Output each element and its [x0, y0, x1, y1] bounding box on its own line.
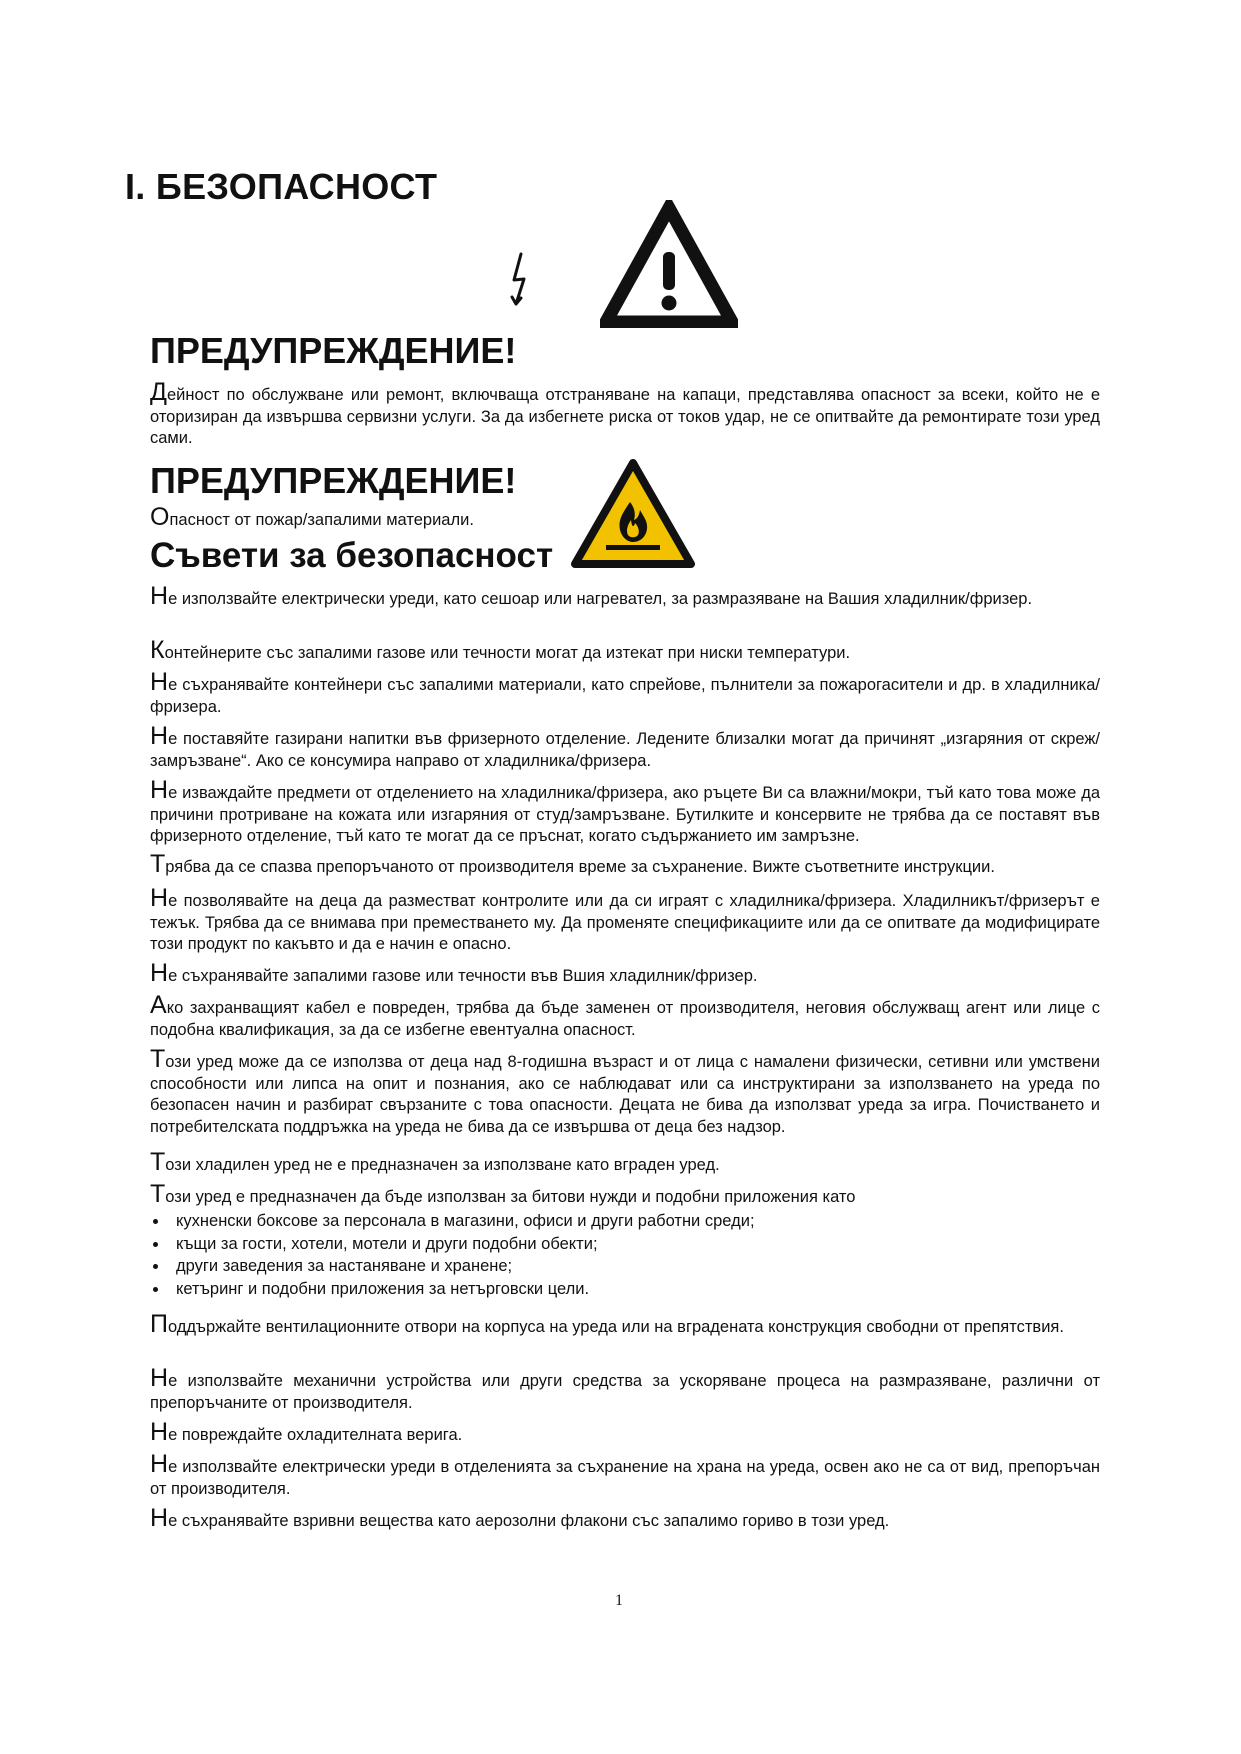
tip-3: Не съхранявайте контейнери със запалими материали, като спрейове, пълнители за пожарогасители и др. в хладилника/фризера. — [150, 668, 1100, 716]
list-item: други заведения за настаняване и хранене; — [150, 1255, 1100, 1278]
list-item: къщи за гости, хотели, мотели и други подобни обекти; — [150, 1233, 1100, 1256]
flammable-warning-icon — [570, 458, 696, 570]
tip-2: Контейнерите със запалими газове или течности могат да изтекат при ниски температури. — [150, 636, 851, 664]
warning-text-2: Опасност от пожар/запалими материали. — [150, 503, 474, 531]
tip-5: Не изваждайте предмети от отделението на хладилника/фризера, ако ръцете Ви са влажни/мокри, тъй като това може да причини протриване на кожата или изгаряния от студ/замръзване. Бутилките и консервите не трябва да се поставят във фризерното отделение, тъй като те могат да се пръснат, когато съдържанието им замръзне. — [150, 776, 1100, 845]
tip-13: Поддържайте вентилационните отвори на корпуса на уреда или на вградената конструкция свободни от препятствия. — [150, 1310, 1064, 1338]
tips-heading: Съвети за безопасност — [150, 536, 554, 575]
tip-6: Трябва да се спазва препоръчаното от производителя време за съхранение. Вижте съответните инструкции. — [150, 850, 995, 878]
page-number: 1 — [615, 1592, 623, 1609]
tip-10: Този уред може да се използва от деца над 8-годишна възраст и от лица с намалени физически, сетивни или умствени способности или липса на опит и познания, ако се наблюдават или са инструктирани за използването на уреда по безопасен начин и разбират свързаните с това опасности. Децата не бива да използват уреда за игра. Почистването и потребителската поддръжка на уреда не бива да се извършва от деца без надзор. — [150, 1045, 1100, 1136]
section-title: I. БЕЗОПАСНОСТ — [125, 166, 438, 207]
tip-11: Този хладилен уред не е предназначен за използване като вграден уред. — [150, 1148, 720, 1176]
tip-4: Не поставяйте газирани напитки във фризерното отделение. Ледените близалки могат да причинят „изгаряния от скреж/замръзване“. Ако се консумира направо от хладилника/фризера. — [150, 722, 1100, 770]
warning-triangle-icon — [600, 200, 738, 328]
tip-9: Ако захранващият кабел е повреден, трябва да бъде заменен от производителя, неговия обслужващ агент или лице с подобна квалификация, за да се избегне евентуална опасност. — [150, 991, 1100, 1039]
lightning-bolt-icon — [505, 252, 535, 312]
tip-16: Не използвайте електрически уреди в отделенията за съхранение на храна на уреда, освен ако не са от вид, препоръчан от производителя. — [150, 1450, 1100, 1498]
tip-15: Не повреждайте охладителната верига. — [150, 1418, 463, 1446]
tip-14: Не използвайте механични устройства или други средства за ускоряване процеса на размразяване, различни от препоръчаните от производителя. — [150, 1364, 1100, 1412]
tip-1: Не използвайте електрически уреди, като сешоар или нагревател, за размразяване на Вашия хладилник/фризер. — [150, 582, 1033, 610]
tip-8: Не съхранявайте запалими газове или течности във Вшия хладилник/фризер. — [150, 959, 758, 987]
tip-17: Не съхранявайте взривни вещества като аерозолни флакони със запалимо гориво в този уред. — [150, 1504, 890, 1532]
list-item: кетъринг и подобни приложения за нетърговски цели. — [150, 1278, 1100, 1301]
warning-heading-2: ПРЕДУПРЕЖДЕНИЕ! — [150, 460, 517, 501]
usage-list — [150, 1210, 1100, 1300]
warning-text-1: Дейност по обслужване или ремонт, включваща отстраняване на капаци, представлява опасност за всеки, който не е оторизиран да извършва сервизни услуги. За да избегнете риска от токов удар, не се опитвайте да ремонтирате този уред сами. — [150, 378, 1100, 447]
tip-7: Не позволявайте на деца да разместват контролите или да си играят с хладилника/фризера. Хладилникът/фризерът е тежък. Трябва да се внимава при преместването му. Да променяте спецификациите или да се опитвате да модифицирате този продукт по какъвто и да е начин е опасно. — [150, 884, 1100, 953]
tip-12: Този уред е предназначен да бъде използван за битови нужди и подобни приложения като — [150, 1180, 856, 1208]
list-item: кухненски боксове за персонала в магазини, офиси и други работни среди; — [150, 1210, 1100, 1233]
warning-heading-1: ПРЕДУПРЕЖДЕНИЕ! — [150, 330, 517, 371]
